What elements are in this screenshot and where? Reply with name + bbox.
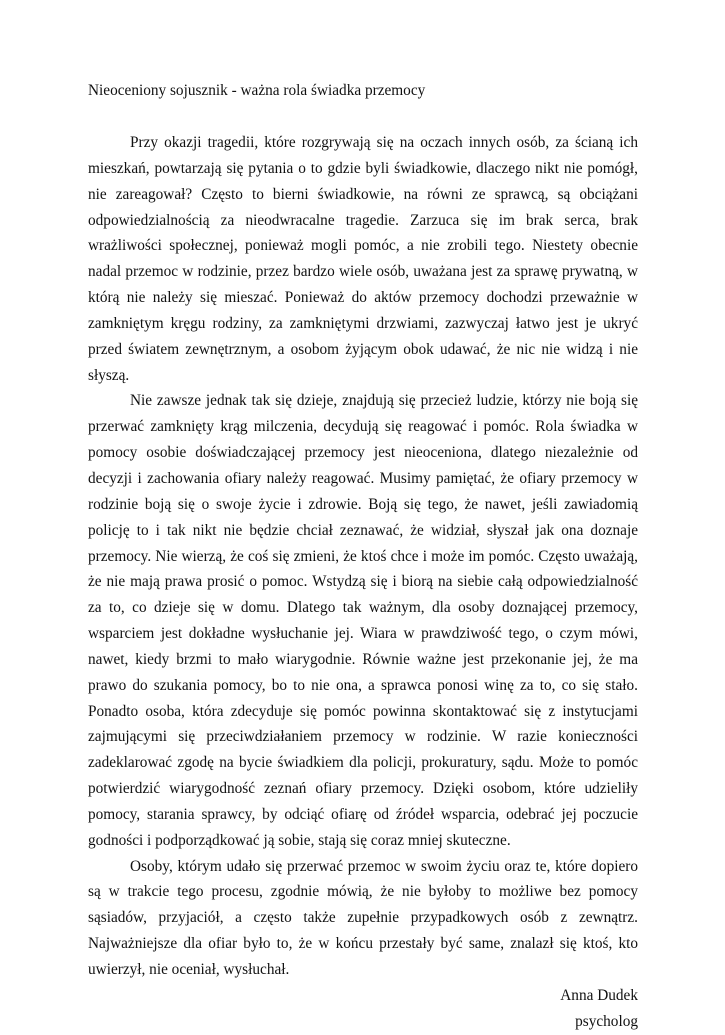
document-page: [88, 78, 638, 1035]
author-role: psycholog: [575, 1012, 638, 1030]
article-title: Nieoceniony sojusznik - ważna rola świadka przemocy: [88, 82, 426, 99]
title-spacer: [88, 104, 638, 130]
paragraph-1: Przy okazji tragedii, które rozgrywają się na oczach innych osób, za ścianą ich mieszkań, powtarzają się pytania o to gdzie byli świadkowie, dlaczego nikt nie pomógł, nie zareagował? Często to bierni świadkowie, na równi ze sprawcą, są obciążani odpowiedzialnością za nieodwracalne tragedie. Zarzuca się im brak serca, brak wrażliwości społecznej, ponieważ mogli pomóc, a nie zrobili tego. Niestety obecnie nadal przemoc w rodzinie, przez bardzo wiele osób, uważana jest za sprawę prywatną, w którą nie należy się mieszać. Ponieważ do aktów przemocy dochodzi przeważnie w zamkniętym kręgu rodziny, za zamkniętymi drzwiami, zazwyczaj łatwo jest je ukryć przed światem zewnętrznym, a osobom żyjącym obok udawać, że nic nie widzą i nie słyszą.: [88, 134, 638, 384]
paragraph-2: Nie zawsze jednak tak się dzieje, znajdują się przecież ludzie, którzy nie boją się przerwać zamknięty krąg milczenia, decydują się reagować i pomóc. Rola świadka w pomocy osobie doświadczającej przemocy jest nieoceniona, dlatego niezależnie od decyzji i zachowania ofiary należy reagować. Musimy pamiętać, że ofiary przemocy w rodzinie boją się o swoje życie i zdrowie. Boją się tego, że nawet, jeśli zawiadomią policję to i tak nikt nie będzie chciał zeznawać, że widział, słyszał jak ona doznaje przemocy. Nie wierzą, że coś się zmieni, że ktoś chce i może im pomóc. Często uważają, że nie mają prawa prosić o pomoc. Wstydzą się i biorą na siebie całą odpowiedzialność za to, co dzieje się w domu. Dlatego tak ważnym, dla osoby doznającej przemocy, wsparciem jest dokładne wysłuchanie jej. Wiara w prawdziwość tego, o czym mówi, nawet, kiedy brzmi to mało wiarygodnie. Równie ważne jest przekonanie jej, że ma prawo do szukania pomocy, bo to nie ona, a sprawca ponosi winę za to, co się stało. Ponadto osoba, która zdecyduje się pomóc powinna skontaktować się z instytucjami zajmującymi się przeciwdziałaniem przemocy w rodzinie. W razie konieczności zadeklarować zgodę na bycie świadkiem dla policji, prokuratury, sądu. Może to pomóc potwierdzić wiarygodność zeznań ofiary przemocy. Dzięki osobom, które udzieliły pomocy, starania sprawcy, by odciąć ofiarę od źródeł wsparcia, odebrać jej poczucie godności i podporządkować ją sobie, stają się coraz mniej skuteczne.: [88, 392, 638, 849]
paragraph-3: Osoby, którym udało się przerwać przemoc w swoim życiu oraz te, które dopiero są w trakcie tego procesu, zgodnie mówią, że nie byłoby to możliwe bez pomocy sąsiadów, przyjaciół, a często także zupełnie przypadkowych osób z zewnątrz. Najważniejsze dla ofiar było to, że w końcu przestały być same, znalazł się ktoś, kto uwierzył, nie oceniał, wysłuchał.: [88, 857, 638, 978]
author-name: Anna Dudek: [560, 986, 638, 1004]
